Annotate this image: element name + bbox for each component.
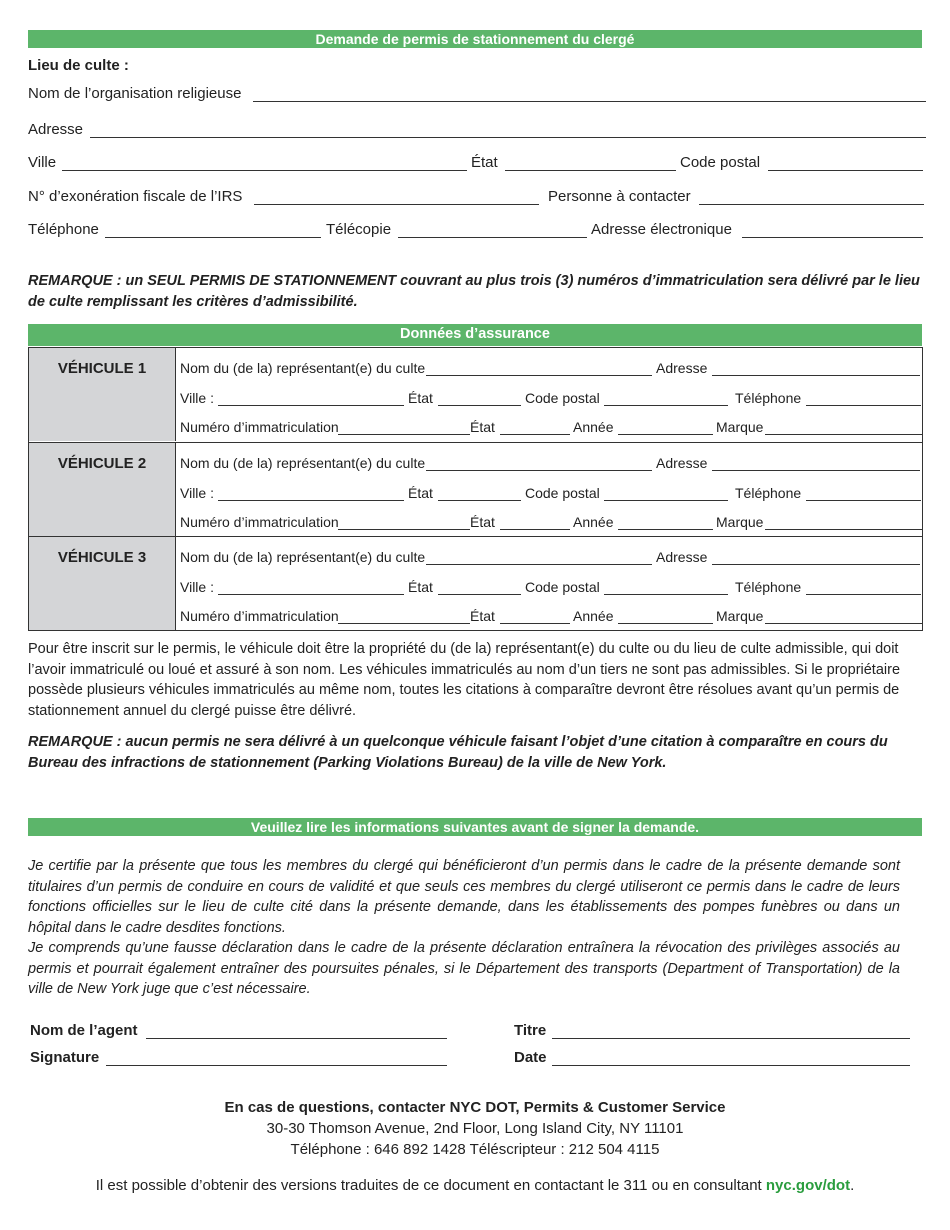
- vehicle-postal-field[interactable]: [604, 405, 728, 406]
- cert-title: Veuillez lire les informations suivantes avant de signer la demande.: [28, 818, 922, 836]
- vehicle-rep-field[interactable]: [426, 375, 652, 376]
- translation-note: [0, 1176, 950, 1197]
- vehicle-city-field[interactable]: [218, 405, 404, 406]
- vehicle-plate-field[interactable]: [338, 529, 470, 530]
- vehicle-group-3: [29, 536, 922, 630]
- vehicle-postal-field[interactable]: [604, 594, 728, 595]
- vehicle-address-field[interactable]: [712, 375, 920, 376]
- vehicle-phone-field[interactable]: [806, 594, 921, 595]
- vehicle-label-cell: [29, 537, 176, 630]
- email-label: Adresse électronique: [591, 221, 732, 238]
- contact-label: Personne à contacter: [548, 188, 691, 205]
- state-label: État: [471, 154, 498, 171]
- vehicle-city-label: Ville :: [180, 485, 214, 501]
- agent-title-field[interactable]: [552, 1038, 910, 1039]
- date-field[interactable]: [552, 1065, 910, 1066]
- note-single-permit: REMARQUE : un SEUL PERMIS DE STATIONNEMENT couvrant au plus trois (3) numéros d’immatriculation sera délivré par le lieu de culte remplissant les critères d’admissibilité.: [28, 273, 920, 310]
- irs-label: N° d’exonération fiscale de l’IRS: [28, 188, 243, 205]
- contact-address: 30-30 Thomson Avenue, 2nd Floor, Long Island City, NY 11101: [266, 1120, 684, 1137]
- vehicle-state-label: État: [470, 419, 495, 435]
- vehicle-year-field[interactable]: [618, 529, 713, 530]
- vehicle-label: VÉHICULE 3: [57, 549, 147, 566]
- vehicle-address-label: Adresse: [656, 360, 708, 376]
- vehicle-rep-label: Nom du (de la) représentant(e) du culte: [180, 360, 426, 376]
- vehicle-city-label: Ville :: [180, 390, 214, 406]
- vehicle-label-cell: [29, 443, 176, 536]
- vehicle-table: [28, 347, 923, 631]
- vehicle-address-label: Adresse: [656, 455, 708, 471]
- form-title: Demande de permis de stationnement du clergé: [28, 30, 922, 48]
- vehicle-postal-field[interactable]: [604, 500, 728, 501]
- org-name-label: Nom de l’organisation religieuse: [28, 85, 242, 102]
- vehicle-postal-label: Code postal: [525, 485, 600, 501]
- vehicle-make-label: Marque: [716, 419, 764, 435]
- vehicle-phone-label: Téléphone: [735, 579, 802, 595]
- vehicle-state-label: État: [408, 390, 433, 406]
- signature-label: Signature: [30, 1049, 100, 1066]
- vehicle-rep-field[interactable]: [426, 470, 652, 471]
- vehicle-year-label: Année: [573, 514, 614, 530]
- vehicle-state-field[interactable]: [500, 529, 570, 530]
- translation-end: .: [850, 1177, 855, 1194]
- vehicle-plate-label: Numéro d’immatriculation: [180, 514, 339, 530]
- agent-name-label: Nom de l’agent: [30, 1022, 138, 1039]
- city-field[interactable]: [62, 170, 467, 171]
- vehicle-address-field[interactable]: [712, 564, 920, 565]
- vehicle-postal-label: Code postal: [525, 390, 600, 406]
- contact-title: En cas de questions, contacter NYC DOT, Permits & Customer Service: [224, 1099, 726, 1116]
- vehicle-year-field[interactable]: [618, 623, 713, 624]
- city-label: Ville: [28, 154, 57, 171]
- vehicle-group-2: [29, 442, 922, 536]
- vehicle-phone-field[interactable]: [806, 405, 921, 406]
- vehicle-year-field[interactable]: [618, 434, 713, 435]
- vehicle-rep-label: Nom du (de la) représentant(e) du culte: [180, 455, 426, 471]
- address-field[interactable]: [90, 137, 926, 138]
- phone-label: Téléphone: [28, 221, 99, 238]
- vehicle-phone-label: Téléphone: [735, 390, 802, 406]
- note-no-permit: REMARQUE : aucun permis ne sera délivré à un quelconque véhicule faisant l’objet d’une citation à comparaître en cours du Bureau des infractions de stationnement (Parking Violations Bureau) de la ville de New York.: [28, 734, 888, 771]
- signature-field[interactable]: [106, 1065, 447, 1066]
- vehicle-state-field[interactable]: [500, 434, 570, 435]
- dot-website-link[interactable]: nyc.gov/dot: [765, 1177, 851, 1194]
- vehicle-plate-field[interactable]: [338, 623, 470, 624]
- contact-phones: Téléphone : 646 892 1428 Téléscripteur : 212 504 4115: [290, 1141, 660, 1158]
- agent-title-label: Titre: [514, 1022, 547, 1039]
- eligibility-text: Pour être inscrit sur le permis, le véhicule doit être la propriété du (de la) représentant(e) du culte ou du lieu de culte admissible, qui doit l’avoir immatriculé ou loué et assuré à son nom. Les véhicules immatriculés au nom d’un tiers ne sont pas admissibles. Si le propriétaire possède plusieurs véhicules immatriculés au même nom, toutes les citations à comparaître devront être résolues avant qu’un permis de stationnement annuel du clergé puisse être délivré.: [28, 641, 901, 719]
- vehicle-state-label: État: [408, 579, 433, 595]
- vehicle-plate-field[interactable]: [338, 434, 470, 435]
- vehicle-address-label: Adresse: [656, 549, 708, 565]
- vehicle-city-field[interactable]: [218, 500, 404, 501]
- vehicle-state-label: État: [408, 485, 433, 501]
- vehicle-phone-label: Téléphone: [735, 485, 802, 501]
- vehicle-city-field[interactable]: [218, 594, 404, 595]
- vehicle-address-field[interactable]: [712, 470, 920, 471]
- vehicle-make-field[interactable]: [765, 434, 922, 435]
- irs-field[interactable]: [254, 204, 539, 205]
- fax-label: Télécopie: [326, 221, 392, 238]
- agent-name-field[interactable]: [146, 1038, 447, 1039]
- vehicle-rep-label: Nom du (de la) représentant(e) du culte: [180, 549, 426, 565]
- insurance-title: Données d’assurance: [28, 324, 922, 346]
- vehicle-state-label: État: [470, 514, 495, 530]
- vehicle-group-1: [29, 348, 922, 441]
- vehicle-make-field[interactable]: [765, 529, 922, 530]
- cert-paragraph-1: Je certifie par la présente que tous les membres du clergé qui bénéficieront d’un permis dans le cadre de la présente demande sont titulaires d’un permis de conduire en cours de validité et que seuls ces membres du clergé utiliseront ce permis dans le cadre de leurs fonctions officielles sur le lieu de culte cité dans la présente demande, dans les établissements des pompes funèbres ou dans un hôpital dans le cadre desdites fonctions.: [28, 858, 900, 936]
- state-field[interactable]: [505, 170, 676, 171]
- contact-field[interactable]: [699, 204, 924, 205]
- vehicle-state-field[interactable]: [500, 623, 570, 624]
- postal-field[interactable]: [768, 170, 923, 171]
- vehicle-plate-label: Numéro d’immatriculation: [180, 419, 339, 435]
- vehicle-state-field[interactable]: [438, 405, 521, 406]
- org-name-field[interactable]: [253, 101, 926, 102]
- vehicle-label-cell: [29, 348, 176, 441]
- vehicle-make-field[interactable]: [765, 623, 922, 624]
- date-label: Date: [514, 1049, 547, 1066]
- vehicle-phone-field[interactable]: [806, 500, 921, 501]
- vehicle-make-label: Marque: [716, 608, 764, 624]
- vehicle-year-label: Année: [573, 608, 614, 624]
- vehicle-state-label: État: [470, 608, 495, 624]
- vehicle-year-label: Année: [573, 419, 614, 435]
- vehicle-plate-label: Numéro d’immatriculation: [180, 608, 339, 624]
- address-label: Adresse: [28, 121, 84, 138]
- phone-field[interactable]: [105, 237, 321, 238]
- translation-text: Il est possible d’obtenir des versions traduites de ce document en contactant le 311 ou en consultant: [95, 1177, 766, 1194]
- vehicle-make-label: Marque: [716, 514, 764, 530]
- vehicle-label: VÉHICULE 2: [57, 455, 147, 472]
- postal-label: Code postal: [680, 154, 761, 171]
- vehicle-state-field[interactable]: [438, 500, 521, 501]
- email-field[interactable]: [742, 237, 923, 238]
- worship-section-label: Lieu de culte :: [28, 57, 129, 74]
- vehicle-postal-label: Code postal: [525, 579, 600, 595]
- vehicle-label: VÉHICULE 1: [57, 360, 147, 377]
- fax-field[interactable]: [398, 237, 587, 238]
- vehicle-state-field[interactable]: [438, 594, 521, 595]
- vehicle-rep-field[interactable]: [426, 564, 652, 565]
- cert-paragraph-2: Je comprends qu’une fausse déclaration dans le cadre de la présente déclaration entraînera la révocation des privilèges associés au permis et pourrait également entraîner des poursuites pénales, si le Département des transports (Department of Transportation) de la ville de New York juge que c’est nécessaire.: [28, 940, 900, 997]
- vehicle-city-label: Ville :: [180, 579, 214, 595]
